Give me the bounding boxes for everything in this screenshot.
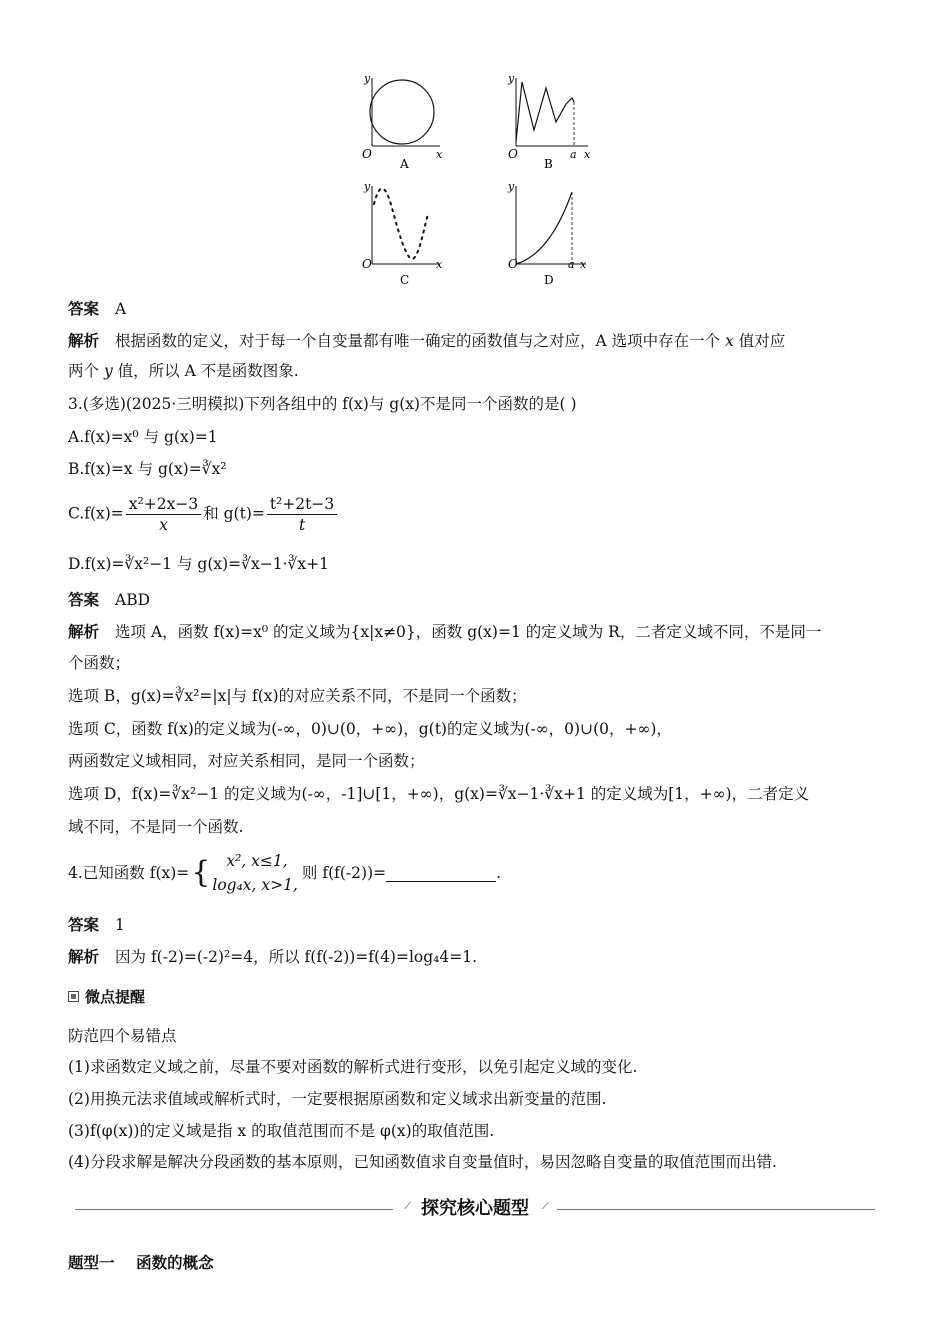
q2-answer	[68, 298, 126, 320]
graph-b-origin: O	[508, 147, 518, 161]
divider-tick-left	[390, 1202, 411, 1209]
q3-analysis-line6: 选项 D，f(x)=∛x²−1 的定义域为(-∞，-1]∪[1，+∞)，g(x)=∛x−1·∛x+1 的定义域为[1，+∞)，二者定义	[68, 785, 810, 803]
q3-option-d: D.f(x)=∛x²−1 与 g(x)=∛x−1·∛x+1	[68, 555, 330, 573]
topic-title: 题型一 函数的概念	[68, 1254, 214, 1272]
graph-c-origin: O	[362, 257, 372, 271]
q4-answer-blank	[386, 865, 496, 882]
divider-line-right	[557, 1209, 875, 1210]
q3-analysis-line1: 解析 选项 A，函数 f(x)=x⁰ 的定义域为{x|x≠0}，函数 g(x)=1 的定义域为 R，二者定义域不同，不是同一	[68, 623, 822, 641]
graph-d-xlabel: x	[580, 258, 587, 271]
tips-intro: 防范四个易错点	[68, 1027, 177, 1045]
q3-analysis-line7: 域不同，不是同一个函数.	[68, 818, 244, 836]
tips-item-1: (1)求函数定义域之前，尽量不要对函数的解析式进行变形，以免引起定义域的变化.	[68, 1058, 638, 1076]
graph-d-origin: O	[508, 257, 518, 271]
graph-c	[362, 180, 443, 287]
graph-a-xlabel: x	[436, 148, 443, 161]
tips-icon	[68, 991, 79, 1002]
q3-analysis-line5: 两函数定义域相同，对应关系相同，是同一个函数；	[68, 752, 425, 770]
divider-line-left	[75, 1209, 393, 1210]
q3-analysis-line3: 选项 B，g(x)=∛x²=|x|与 f(x)的对应关系不同，不是同一个函数；	[68, 687, 527, 705]
graph-c-ylabel: y	[364, 180, 371, 193]
graph-d-ylabel: y	[508, 180, 515, 193]
graph-a-origin: O	[362, 147, 372, 161]
graph-d-a: a	[568, 258, 575, 271]
graph-figure	[350, 68, 610, 290]
graph-d	[507, 180, 587, 287]
q4-answer-value: 1	[115, 916, 125, 934]
graph-a-label: A	[400, 157, 409, 171]
q3-answer: 答案 ABD	[68, 591, 151, 609]
q3-frac-g: $\frac{\text{t²+2t−3}}{t}$	[267, 494, 337, 535]
q3-option-b: B.f(x)=x 与 g(x)=∛x²	[68, 460, 227, 478]
graph-a-ylabel: y	[364, 72, 371, 85]
graph-d-label: D	[544, 273, 554, 287]
divider-tick-right	[542, 1202, 563, 1209]
graph-b-label: B	[544, 157, 553, 171]
section-divider	[75, 1196, 875, 1222]
q4-stem: 4.已知函数 f(x)={ x², x≤1, log₄x, x>1, 则 f(f(-2))= .	[68, 848, 501, 900]
q3-analysis-line2: 个函数；	[68, 654, 131, 672]
q3-stem: 3.(多选)(2025·三明模拟)下列各组中的 f(x)与 g(x)不是同一个函数的是( )	[68, 395, 577, 413]
graph-b-ylabel: y	[508, 72, 515, 85]
q3-option-a: A.f(x)=x⁰ 与 g(x)=1	[68, 428, 218, 446]
graph-a	[362, 72, 443, 171]
q2-analysis-line1: 解析 根据函数的定义，对于每一个自变量都有唯一确定的函数值与之对应，A 选项中存在一个 x 值对应	[68, 332, 786, 350]
q3-answer-value: ABD	[115, 591, 151, 609]
graph-b	[507, 72, 591, 171]
graph-b-xlabel: x	[584, 148, 591, 161]
q4-cases: x², x≤1, log₄x, x>1,	[212, 852, 298, 894]
tips-item-2: (2)用换元法求值域或解析式时，一定要根据原函数和定义域求出新变量的范围.	[68, 1090, 607, 1108]
graph-c-label: C	[400, 273, 410, 287]
q4-brace: {	[191, 855, 211, 890]
graph-c-xlabel: x	[436, 258, 443, 271]
q2-answer-value: A	[115, 300, 127, 318]
section-title: 探究核心题型	[421, 1198, 529, 1219]
answer-label: 答案	[68, 300, 100, 318]
q3-option-c: C.f(x)= $\frac{\text{x²+2x−3}}{x}$ 和 g(t)= $\frac{\text{t²+2t−3}}{t}$	[68, 494, 339, 535]
q4-answer: 答案 1	[68, 916, 125, 934]
tips-item-3: (3)f(φ(x))的定义域是指 x 的取值范围而不是 φ(x)的取值范围.	[68, 1122, 495, 1140]
q3-analysis-line4: 选项 C，函数 f(x)的定义域为(-∞，0)∪(0，+∞)，g(t)的定义域为(-∞，0)∪(0，+∞)，	[68, 720, 672, 738]
q3-frac-f: $\frac{\text{x²+2x−3}}{x}$	[126, 494, 201, 535]
tips-heading: 微点提醒	[68, 986, 145, 1008]
graph-b-a: a	[570, 148, 577, 161]
analysis-label: 解析	[68, 332, 100, 350]
q2-analysis-line2: 两个 y 值，所以 A 不是函数图象.	[68, 362, 299, 380]
tips-item-4: (4)分段求解是解决分段函数的基本原则，已知函数值求自变量值时，易因忽略自变量的取值范围而出错.	[68, 1153, 777, 1171]
q4-analysis: 解析 因为 f(-2)=(-2)²=4，所以 f(f(-2))=f(4)=log₄4=1.	[68, 948, 478, 966]
